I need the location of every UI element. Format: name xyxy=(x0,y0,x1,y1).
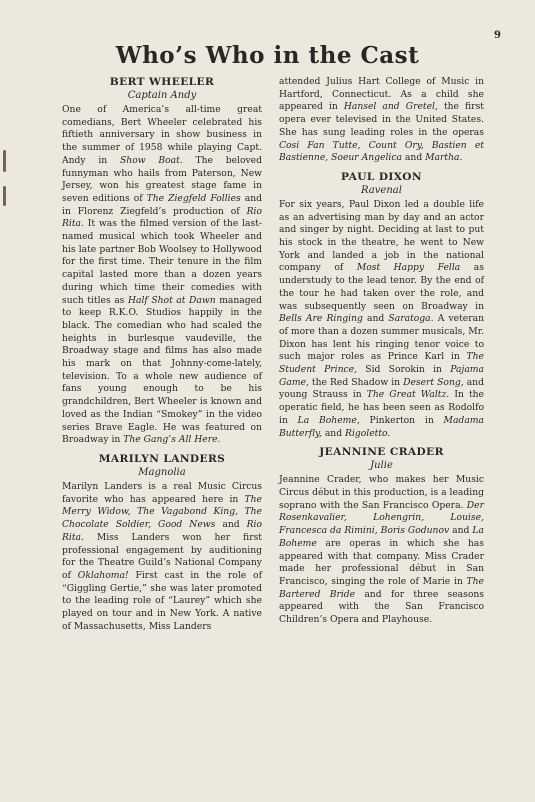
italic-title: Rio Rita. xyxy=(62,519,262,543)
italic-title: Most Happy Fella xyxy=(356,262,461,274)
bio-name: MARILYN LANDERS xyxy=(98,452,226,465)
italic-title: La Boheme, xyxy=(297,414,360,426)
text-run: Jeannine Crader, who makes her Music Circus début in this production, is a leading soprano with the San Francisco Opera. xyxy=(279,474,484,511)
text-run: The beloved funnyman who hails from Paterson, New Jersey, won his greatest stage fame in seven editions of xyxy=(62,154,262,204)
italic-title: Cosi Fan Tutte, Count Ory, Bastien et Bastienne, Soeur Angelica xyxy=(279,139,484,164)
italic-title: Half Shot at Dawn xyxy=(127,294,216,306)
italic-title: Desert Song, xyxy=(403,376,464,388)
bio-text xyxy=(62,104,262,447)
bio-bert-wheeler xyxy=(62,76,262,447)
bio-text xyxy=(279,199,484,440)
text-run: managed to keep R.K.O. Studios happily in the black. The comedian who had scaled the heights in burlesque vaudeville, the Broadway stage and films has also made his mark on that Johnny-come-lately, television. To a whole new audience of fans young enough to be his grandchildren, Bert Wheeler is known and loved as the Indian “Smokey” in the video series Brave Eagle. He was featured on Broadway in xyxy=(62,294,262,446)
bio-marilyn-landers-continued xyxy=(279,76,484,165)
bio-text xyxy=(62,481,262,633)
text-run: attended Julius Hart College of Music in Hartford, Connecticut. As a child she appeared in xyxy=(279,76,484,113)
bio-name: JEANNINE CRADER xyxy=(319,446,444,459)
italic-title: Bells Are Ringing xyxy=(279,313,363,325)
text-run: It was the filmed version of the last-named musical which took Wheeler and his late partner Bob Woolsey to Hollywood for the first time. Their tenure in the film capital lasted more than a dozen years during which time their comedies with such titles as xyxy=(62,218,262,306)
italic-title: Pajama Game, xyxy=(279,364,484,388)
bio-paul-dixon xyxy=(279,171,484,440)
bio-role: Julie xyxy=(370,460,393,472)
text-run: Pinkerton in xyxy=(359,414,444,426)
italic-title: Rio Rita. xyxy=(62,205,262,230)
text-run: and young Strauss in xyxy=(279,376,484,401)
bio-role: Ravenal xyxy=(361,184,402,196)
bio-name: BERT WHEELER xyxy=(109,76,215,88)
bio-marilyn-landers xyxy=(62,453,262,633)
italic-title: The Gang’s All Here. xyxy=(123,434,221,446)
italic-title: Martha. xyxy=(425,152,463,164)
text-run: and xyxy=(362,313,389,325)
italic-title: The Great Waltz. xyxy=(366,389,450,401)
italic-title: Saratoga. xyxy=(388,313,434,325)
text-run: and xyxy=(402,152,426,164)
bio-role: Captain Andy xyxy=(127,90,197,101)
bio-role: Magnolia xyxy=(138,466,186,478)
italic-title: The Student Prince, xyxy=(279,351,484,376)
italic-title: Show Boat. xyxy=(119,154,183,166)
text-run: and in Florenz Ziegfeld’s production of xyxy=(62,192,262,217)
italic-title: Der Rosenkavalier, Lohengrin, Louise, Francesca da Rimini, Boris Godunov xyxy=(279,499,484,537)
text-run: A veteran of more than a dozen summer musicals, Mr. Dixon has lent his ringing tenor voice to such major roles as Prince Karl in xyxy=(279,313,484,363)
italic-title: La Boheme xyxy=(279,525,484,549)
italic-title: The Bartered Bride xyxy=(279,575,484,600)
text-run: and xyxy=(449,525,473,537)
italic-title: The Merry Widow, The Vagabond King, The Chocolate Soldier, Good News xyxy=(62,493,262,531)
binding-mark xyxy=(3,150,6,172)
italic-title: Rigoletto. xyxy=(345,427,391,439)
text-run: In the operatic field, he has been seen as Rodolfo in xyxy=(279,389,484,426)
text-run: as understudy to the lead tenor. By the end of the tour he had taken over the role, and was subsequently seen on Broadway in xyxy=(279,262,484,312)
bio-jeannine-crader xyxy=(279,446,484,626)
text-run: Marilyn Landers is a real Music Circus favorite who has appeared here in xyxy=(62,480,262,505)
binding-mark xyxy=(3,186,6,206)
italic-title: Hansel and Gretel, xyxy=(343,101,438,113)
text-run: are operas in which she has appeared with that company. Miss Crader made her professional début in San Francisco, singing the role of Marie in xyxy=(279,537,484,587)
text-run: the first opera ever televised in the United States. She has sung leading roles in the operas xyxy=(279,101,484,138)
bio-text xyxy=(279,76,484,165)
left-column xyxy=(62,76,262,772)
bio-name: PAUL DIXON xyxy=(341,170,422,183)
right-column xyxy=(279,76,484,772)
page-title: Who’s Who in the Cast xyxy=(115,42,420,69)
text-run: the Red Shadow in xyxy=(308,376,404,388)
text-run: Miss Landers won her first professional engagement by auditioning for the Theatre Guild’s National Company of xyxy=(62,531,262,581)
text-run: Sid Sorokin in xyxy=(357,364,451,376)
italic-title: The Ziegfeld Follies xyxy=(146,192,241,204)
page-number: 9 xyxy=(494,30,501,41)
text-run: and xyxy=(321,427,346,439)
text-run: First cast in the role of “Giggling Gertie,” she was later promoted to the leading role of “Laurey” which she played on tour and in New York. A native of Massachusetts, Miss Landers xyxy=(62,569,262,632)
bio-text xyxy=(279,474,484,626)
text-run: One of America’s all-time great comedians, Bert Wheeler celebrated his fiftieth anniversary in show business in the summer of 1958 while playing Capt. Andy in xyxy=(62,104,262,166)
text-run: For six years, Paul Dixon led a double life as an advertising man by day and an actor and singer by night. Deciding at last to put his stock in the theatre, he went to New York and landed a job in the national company of xyxy=(279,198,484,274)
text-run: and xyxy=(215,519,247,531)
italic-title: Oklahoma! xyxy=(77,569,129,581)
italic-title: Madama Butterfly, xyxy=(279,414,484,439)
text-run: and for three seasons appeared with the San Francisco Children’s Opera and Playhouse. xyxy=(279,588,484,626)
